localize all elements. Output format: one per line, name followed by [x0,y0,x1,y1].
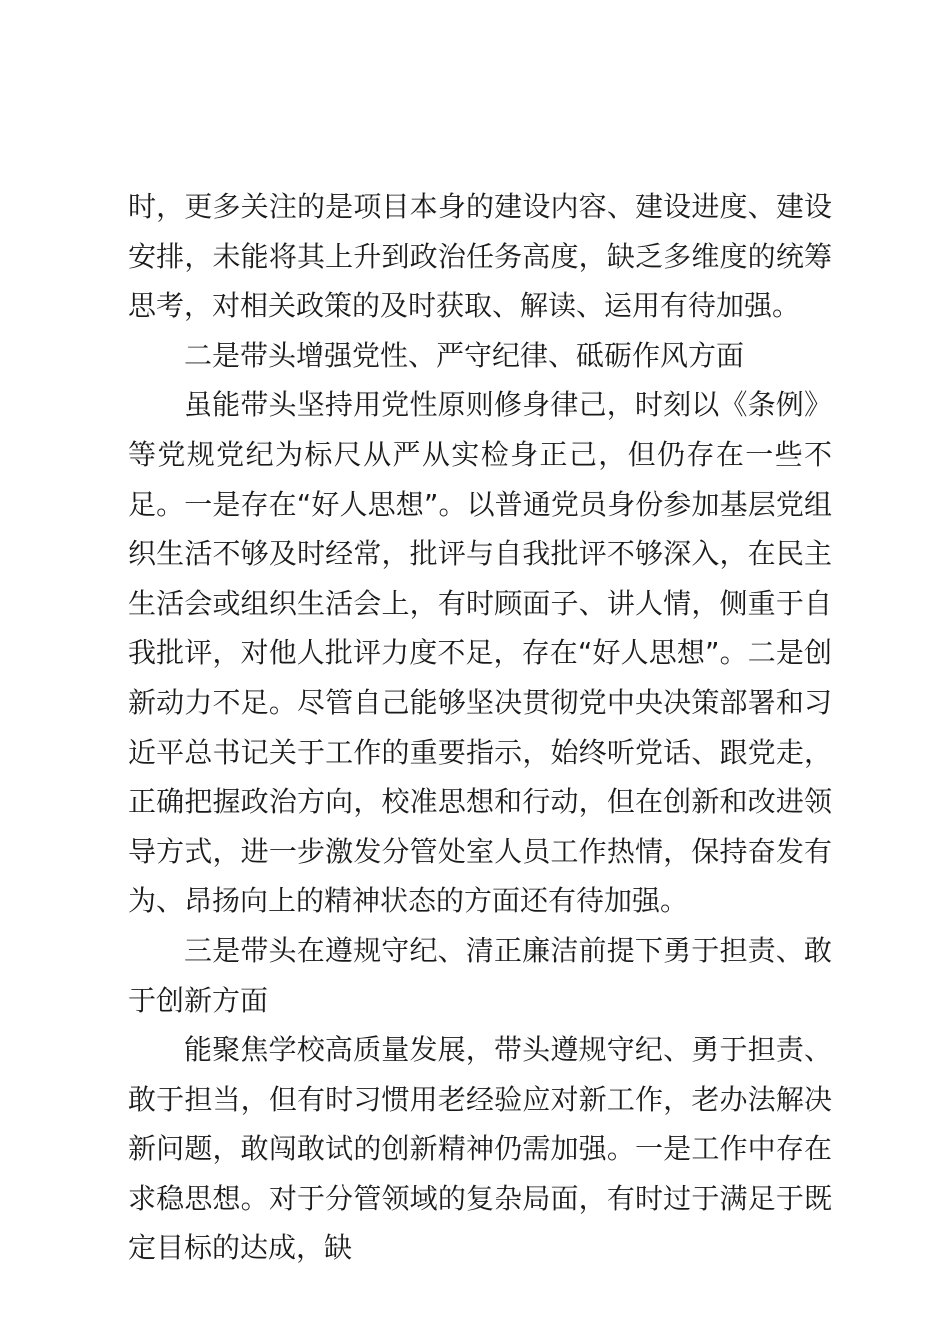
document-body [128,182,832,1273]
section-heading-2: 二是带头增强党性、严守纪律、砥砺作风方面 [184,338,745,372]
paragraph-continuation: 时，更多关注的是项目本身的建设内容、建设进度、建设安排，未能将其上升到政治任务高度，缺乏多维度的统筹思考，对相关政策的及时获取、解读、运用有待加强。 [128,190,832,323]
paragraph-section-2: 虽能带头坚持用党性原则修身律己，时刻以《条例》等党规党纪为标尺从严从实检身正己，但仍存在一些不足。一是存在“好人思想”。以普通党员身份参加基层党组织生活不够及时经常，批评与自我批评不够深入，在民主生活会或组织生活会上，有时顾面子、讲人情，侧重于自我批评，对他人批评力度不足，存在“好人思想”。二是创新动力不足。尽管自己能够坚决贯彻党中央决策部署和习近平总书记关于工作的重要指示，始终听党话、跟党走，正确把握政治方向，校准思想和行动，但在创新和改进领导方式，进一步激发分管处室人员工作热情，保持奋发有为、昂扬向上的精神状态的方面还有待加强。 [128,388,832,918]
section-heading-3: 三是带头在遵规守纪、清正廉洁前提下勇于担责、敢于创新方面 [128,933,832,1017]
paragraph-section-3: 能聚焦学校高质量发展，带头遵规守纪、勇于担责、敢于担当，但有时习惯用老经验应对新工作，老办法解决新问题，敢闯敢试的创新精神仍需加强。一是工作中存在求稳思想。对于分管领域的复杂局面，有时过于满足于既定目标的达成，缺 [128,1033,832,1265]
